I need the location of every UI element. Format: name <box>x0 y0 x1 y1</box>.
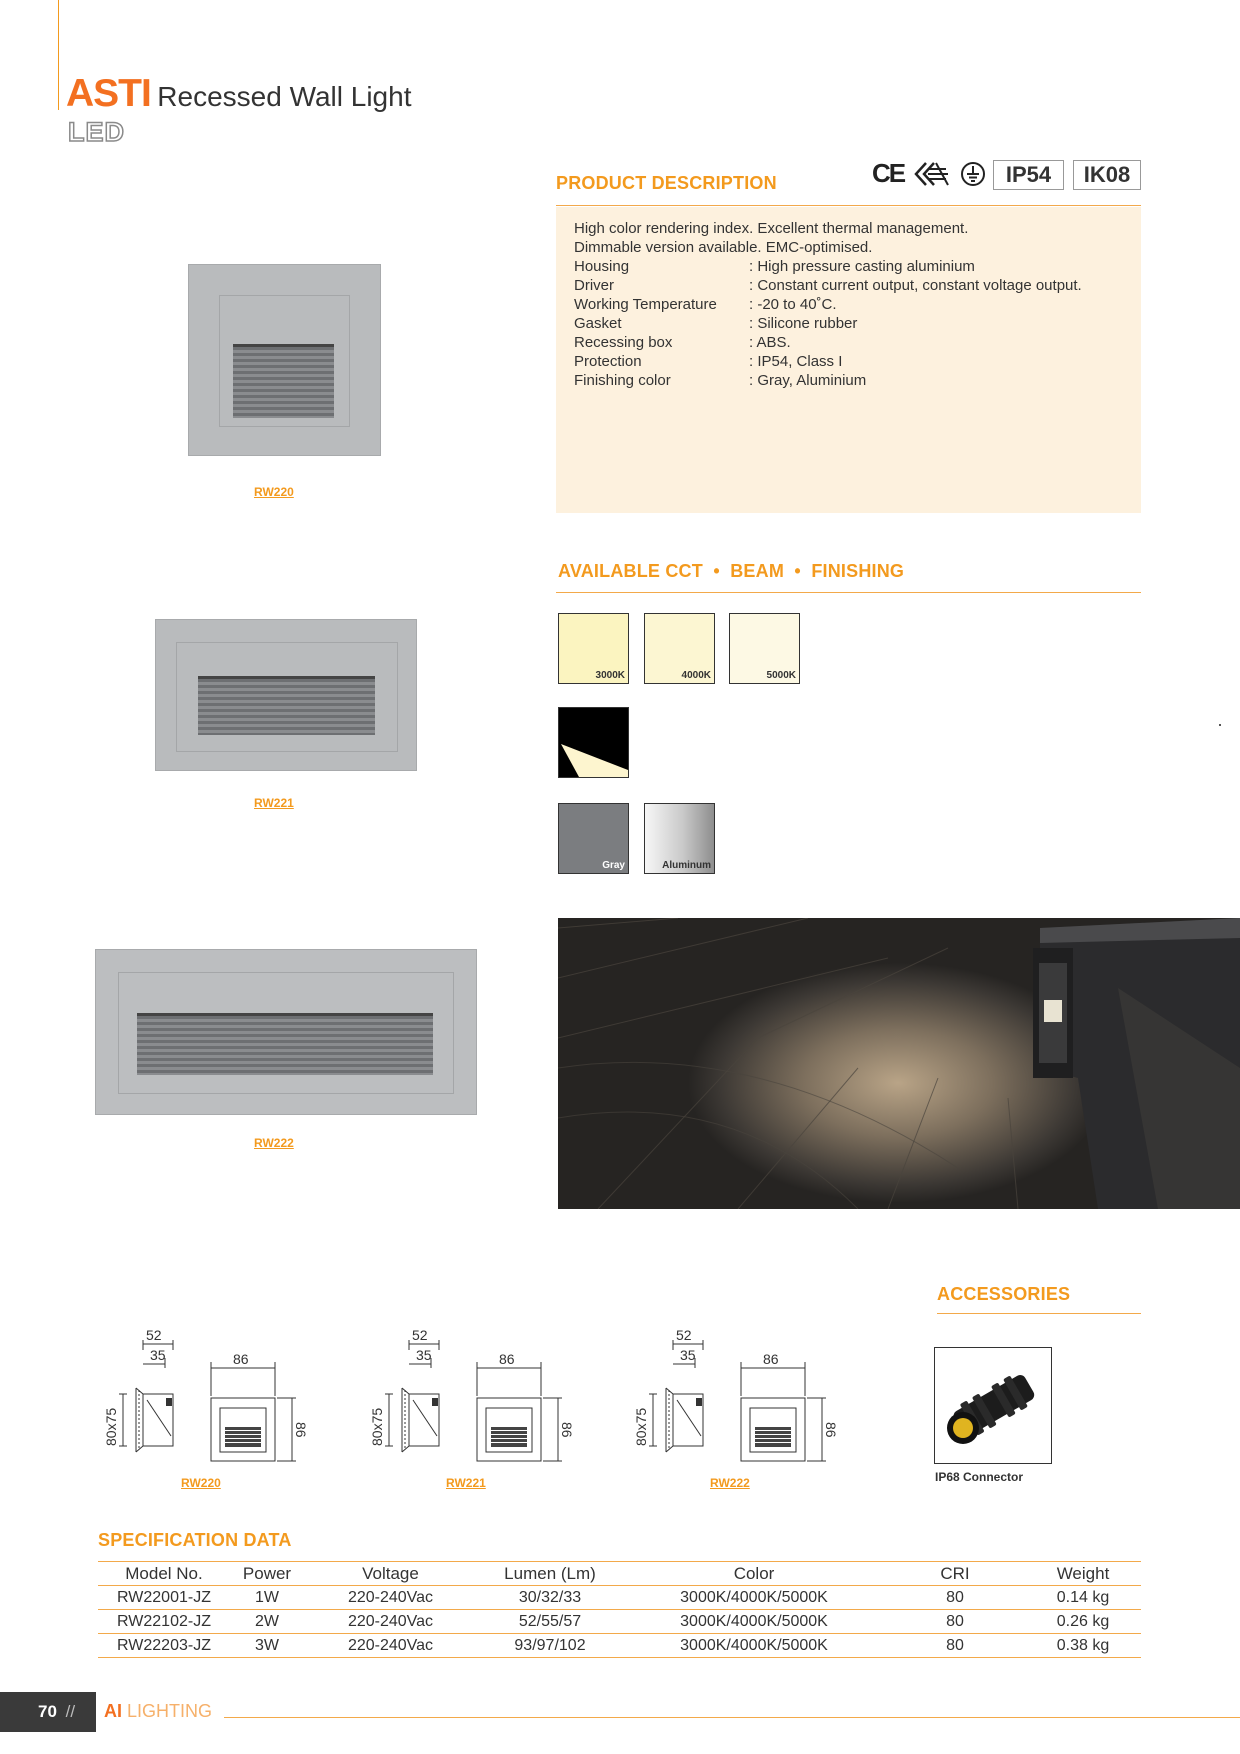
footer-brand-ai: AI <box>104 1701 122 1721</box>
footer-brand <box>104 1701 212 1722</box>
page-title <box>66 72 411 116</box>
caption-rw221: RW221 <box>254 796 294 810</box>
emc-mark-icon <box>912 161 950 187</box>
product-title: Recessed Wall Light <box>157 81 412 112</box>
drawing-rw220 <box>96 1328 316 1478</box>
caption-rw220: RW220 <box>254 485 294 499</box>
col-model: Model No. <box>98 1562 230 1586</box>
header-accent-line <box>58 0 59 110</box>
ce-mark: CE <box>872 158 905 188</box>
finish-swatch-gray: Gray <box>558 803 629 874</box>
ground-symbol-icon <box>960 161 986 187</box>
product-description-heading: PRODUCT DESCRIPTION <box>556 173 777 193</box>
footer-rule <box>224 1717 1240 1718</box>
dim-86-height: 86 <box>293 1422 309 1438</box>
drawing-caption-rw221: RW221 <box>446 1476 486 1490</box>
spec-row-finishing-color: Finishing color : Gray, Aluminium <box>574 372 867 389</box>
spec-row-gasket: Gasket : Silicone rubber <box>574 315 858 332</box>
description-intro-1: High color rendering index. Excellent thermal management. <box>574 220 969 237</box>
ip54-badge: IP54 <box>993 160 1064 190</box>
beam-angle-icon <box>558 707 629 778</box>
accessories-heading: ACCESSORIES <box>937 1284 1071 1304</box>
footer-brand-lighting: LIGHTING <box>127 1701 213 1721</box>
dim-cutout: 80x75 <box>103 1407 119 1446</box>
page-number-slashes: // <box>65 1702 76 1721</box>
spec-row-working-temperature: Working Temperature : -20 to 40˚C. <box>574 296 837 313</box>
col-voltage: Voltage <box>304 1562 477 1586</box>
drawing-rw222 <box>626 1328 846 1478</box>
spec-table-header <box>98 1562 1141 1586</box>
product-image-rw221 <box>155 619 417 771</box>
cct-swatch-5000k: 5000K <box>729 613 800 684</box>
dim-52: 52 <box>676 1328 692 1343</box>
spec-row-housing: Housing : High pressure casting aluminium <box>574 258 975 275</box>
product-image-rw220 <box>188 264 381 456</box>
dim-86-width: 86 <box>233 1351 249 1367</box>
table-row: RW22102-JZ 2W 220-240Vac 52/55/57 3000K/4000K/5000K 80 0.26 kg <box>98 1610 1141 1634</box>
dim-cutout: 80x75 <box>633 1407 649 1446</box>
drawing-rw221 <box>362 1328 582 1478</box>
spec-row-recessing-box: Recessing box : ABS. <box>574 334 791 351</box>
accessory-label: IP68 Connector <box>935 1470 1024 1484</box>
dim-35: 35 <box>680 1347 696 1363</box>
description-intro-2: Dimmable version available. EMC-optimised. <box>574 239 873 256</box>
col-color: Color <box>623 1562 885 1586</box>
stray-dot <box>1219 724 1221 726</box>
table-row: RW22203-JZ 3W 220-240Vac 93/97/102 3000K/4000K/5000K 80 0.38 kg <box>98 1634 1141 1658</box>
spec-table <box>98 1561 1141 1658</box>
table-row: RW22001-JZ 1W 220-240Vac 30/32/33 3000K/4000K/5000K 80 0.14 kg <box>98 1586 1141 1610</box>
dim-86-width: 86 <box>763 1351 779 1367</box>
col-power: Power <box>230 1562 304 1586</box>
cct-swatch-4000k: 4000K <box>644 613 715 684</box>
dim-86-height: 86 <box>559 1422 575 1438</box>
dim-52: 52 <box>412 1328 428 1343</box>
page-number: 70 <box>38 1702 57 1721</box>
dim-35: 35 <box>150 1347 166 1363</box>
col-lumen: Lumen (Lm) <box>477 1562 623 1586</box>
dim-cutout: 80x75 <box>369 1407 385 1446</box>
ik08-badge: IK08 <box>1073 160 1141 190</box>
accessories-rule <box>937 1313 1141 1314</box>
installation-photo <box>558 918 1240 1209</box>
available-heading: AVAILABLE CCT • BEAM • FINISHING <box>558 561 905 581</box>
cct-swatch-3000k: 3000K <box>558 613 629 684</box>
col-cri: CRI <box>885 1562 1025 1586</box>
dim-52: 52 <box>146 1328 162 1343</box>
brand-name: ASTI <box>66 72 151 115</box>
page-number-box <box>0 1692 96 1732</box>
drawing-caption-rw220: RW220 <box>181 1476 221 1490</box>
spec-data-heading: SPECIFICATION DATA <box>98 1530 292 1550</box>
dim-35: 35 <box>416 1347 432 1363</box>
finish-swatch-aluminum: Aluminum <box>644 803 715 874</box>
drawing-caption-rw222: RW222 <box>710 1476 750 1490</box>
available-rule <box>556 592 1141 593</box>
product-description-box <box>556 207 1141 513</box>
led-logo: LED <box>68 117 125 147</box>
product-description-rule <box>556 205 1141 206</box>
ip68-connector-image <box>934 1347 1052 1464</box>
caption-rw222: RW222 <box>254 1136 294 1150</box>
col-weight: Weight <box>1025 1562 1141 1586</box>
dim-86-height: 86 <box>823 1422 839 1438</box>
dim-86-width: 86 <box>499 1351 515 1367</box>
spec-row-protection: Protection : IP54, Class I <box>574 353 843 370</box>
product-image-rw222 <box>95 949 477 1115</box>
spec-row-driver: Driver : Constant current output, constant voltage output. <box>574 277 1082 294</box>
